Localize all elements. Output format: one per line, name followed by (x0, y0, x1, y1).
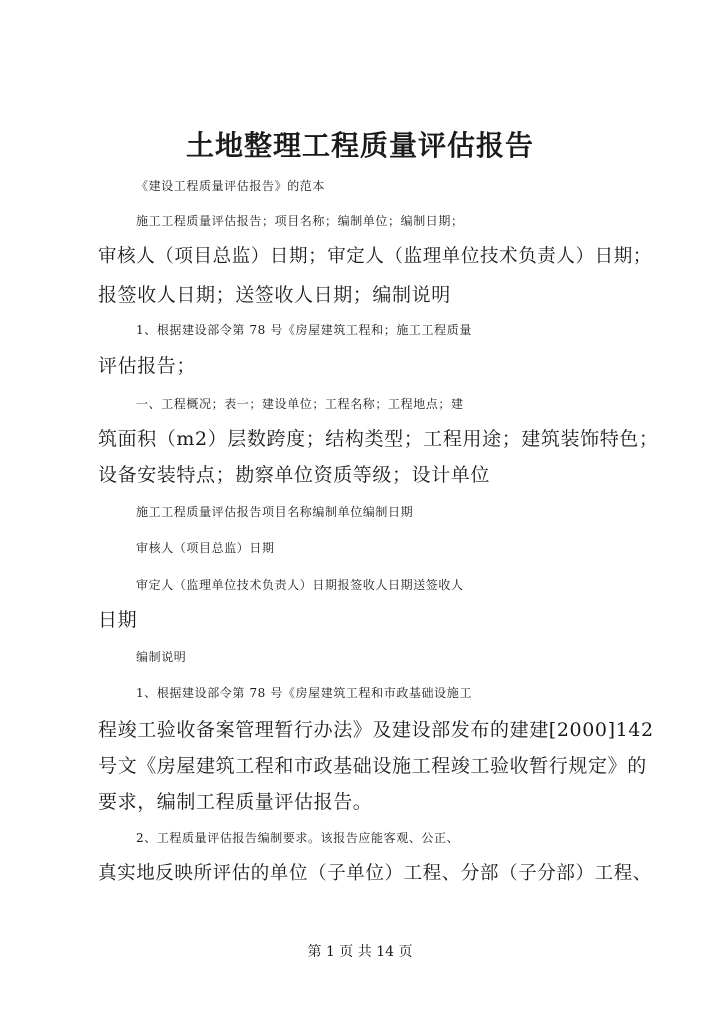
paragraph-line: 1、根据建设部令第 78 号《房屋建筑工程和市政基础设施工 (136, 686, 472, 700)
paragraph-line: 2、工程质量评估报告编制要求。该报告应能客观、公正、 (136, 831, 460, 845)
paragraph-line: 评估报告； (98, 355, 197, 377)
paragraph-line: 编制说明 (136, 650, 187, 664)
paragraph-line: 《建设工程质量评估报告》的范本 (136, 179, 326, 193)
paragraph-line: 施工工程质量评估报告项目名称编制单位编制日期 (136, 505, 414, 519)
paragraph-line: 审核人（项目总监）日期 (136, 541, 275, 555)
paragraph-line: 程竣工验收备案管理暂行办法》及建设部发布的建建[2000]142 (98, 719, 654, 741)
paragraph-line: 号文《房屋建筑工程和市政基础设施工程竣工验收暂行规定》的 (98, 755, 647, 777)
document-title: 土地整理工程质量评估报告 (185, 129, 534, 162)
paragraph-line: 日期 (98, 609, 138, 631)
paragraph-line: 要求，编制工程质量评估报告。 (98, 791, 373, 813)
paragraph-line: 一、工程概况；表一；建设单位；工程名称；工程地点；建 (136, 397, 464, 411)
paragraph-line: 审定人（监理单位技术负责人）日期报签收人日期送签收人 (136, 578, 464, 592)
paragraph-line: 报签收人日期；送签收人日期；编制说明 (98, 284, 451, 306)
paragraph-line: 施工工程质量评估报告；项目名称；编制单位；编制日期； (136, 214, 464, 228)
paragraph-line: 筑面积（m2）层数跨度；结构类型；工程用途；建筑装饰特色； (98, 428, 659, 450)
paragraph-line: 设备安装特点；勘察单位资质等级；设计单位 (98, 464, 491, 486)
paragraph-line: 审核人（项目总监）日期；审定人（监理单位技术负责人）日期； (98, 246, 652, 267)
page-footer: 第 1 页 共 14 页 (307, 944, 413, 960)
paragraph-line: 1、根据建设部令第 78 号《房屋建筑工程和；施工工程质量 (136, 323, 472, 337)
paragraph-line: 真实地反映所评估的单位（子单位）工程、分部（子分部）工程、 (98, 863, 652, 884)
